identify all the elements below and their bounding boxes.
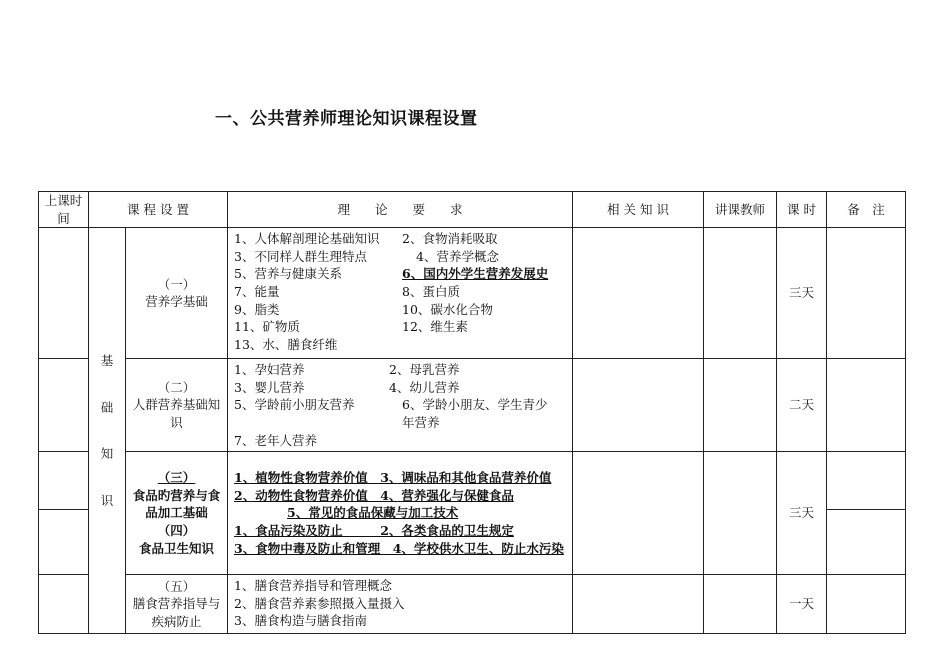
notes-cell xyxy=(827,510,906,575)
table-row xyxy=(39,452,906,510)
header-related: 相 关 知 识 xyxy=(573,192,704,228)
teacher-cell xyxy=(704,359,777,452)
category-char: 识 xyxy=(100,492,114,508)
req-item: 3、膳食构造与膳食指南 xyxy=(234,613,367,629)
related-cell xyxy=(573,452,704,575)
req-item: 1、孕妇营养 xyxy=(234,362,305,378)
related-cell xyxy=(573,228,704,359)
category-char: 础 xyxy=(100,399,114,415)
module-name-cell xyxy=(126,228,228,359)
notes-cell xyxy=(827,575,906,634)
module-name-cell xyxy=(126,575,228,634)
teacher-cell xyxy=(704,575,777,634)
header-notes: 备 注 xyxy=(827,192,906,228)
hours-cell: 二天 xyxy=(777,359,827,452)
req-item: 2、食物消耗吸取 xyxy=(402,231,498,247)
req-item: 8、蛋白质 xyxy=(402,283,460,299)
req-item: 3、婴儿营养 xyxy=(234,379,305,395)
category-char: 基 xyxy=(100,352,114,368)
req-item: 1、膳食营养指导和管理概念 xyxy=(234,578,392,594)
module-name: 人群营养基础知识 xyxy=(132,397,221,430)
req-item: 4、幼儿营养 xyxy=(389,379,460,395)
req-item: 10、碳水化合物 xyxy=(402,301,493,317)
time-cell xyxy=(39,510,89,575)
req-item-highlight: 2、动物性食物营养价值 4、营养强化与保健食品 xyxy=(234,487,514,503)
module-number: （一） xyxy=(157,276,196,292)
req-item: 13、水、膳食纤维 xyxy=(234,336,338,352)
req-item: 2、母乳营养 xyxy=(389,362,460,378)
module-number: （四） xyxy=(157,522,196,538)
module-number: （二） xyxy=(157,379,196,395)
hours-cell: 三天 xyxy=(777,228,827,359)
req-item: 5、营养与健康关系 xyxy=(234,266,342,282)
req-item: 12、维生素 xyxy=(402,319,468,335)
req-item-highlight: 1、植物性食物营养价值 3、调味品和其他食品营养价值 xyxy=(234,470,552,486)
requirement-cell xyxy=(228,359,573,452)
requirement-cell xyxy=(228,228,573,359)
req-item: 2、膳食营养素参照摄入量摄入 xyxy=(234,595,405,611)
hours-cell: 三天 xyxy=(777,452,827,575)
header-hours: 课 时 xyxy=(777,192,827,228)
table-row xyxy=(39,575,906,634)
module-name: 食品卫生知识 xyxy=(139,540,215,556)
requirement-cell xyxy=(228,575,573,634)
teacher-cell xyxy=(704,452,777,575)
req-item: 3、不同样人群生理特点 xyxy=(234,248,367,264)
module-name: 食品旳营养与食品加工基础 xyxy=(132,487,221,521)
module-name: 膳食营养指导与疾病防止 xyxy=(132,596,221,629)
req-item-highlight: 5、常见的食品保藏与加工技术 xyxy=(287,505,459,521)
hours-cell: 一天 xyxy=(777,575,827,634)
time-cell xyxy=(39,359,89,452)
req-item-highlight: 3、食物中毒及防止和管理 4、学校供水卫生、防止水污染 xyxy=(234,540,564,556)
module-number: （五） xyxy=(157,578,196,594)
time-cell xyxy=(39,452,89,510)
time-cell xyxy=(39,228,89,359)
table-row xyxy=(39,228,906,359)
req-item: 7、能量 xyxy=(234,283,280,299)
notes-cell xyxy=(827,452,906,510)
time-cell xyxy=(39,575,89,634)
table-row xyxy=(39,359,906,452)
header-time: 上课时间 xyxy=(39,192,89,228)
req-item-highlight: 6、国内外学生营养发展史 xyxy=(402,266,549,282)
header-teacher: 讲课教师 xyxy=(704,192,777,228)
page-title: 一、公共营养师理论知识课程设置 xyxy=(215,109,478,129)
category-cell xyxy=(89,228,126,634)
req-item: 4、营养学概念 xyxy=(416,248,499,264)
req-item: 9、脂类 xyxy=(234,301,280,317)
req-item-highlight: 1、食品污染及防止 2、各类食品的卫生规定 xyxy=(234,522,514,538)
category-char: 知 xyxy=(100,446,114,462)
related-cell xyxy=(573,575,704,634)
notes-cell xyxy=(827,228,906,359)
req-item: 11、矿物质 xyxy=(234,319,300,335)
header-requirement: 理 论 要 求 xyxy=(228,192,573,228)
req-item: 7、老年人营养 xyxy=(234,432,317,448)
notes-cell xyxy=(827,359,906,452)
teacher-cell xyxy=(704,228,777,359)
module-name-cell xyxy=(126,359,228,452)
table-header-row xyxy=(39,192,906,228)
module-number: （三） xyxy=(157,470,196,486)
req-item: 5、学龄前小朋友营养 xyxy=(234,397,355,413)
requirement-cell xyxy=(228,452,573,575)
module-name: 营养学基础 xyxy=(145,294,208,310)
module-name-cell xyxy=(126,452,228,575)
req-item: 1、人体解剖理论基础知识 xyxy=(234,231,380,247)
related-cell xyxy=(573,359,704,452)
course-table xyxy=(38,191,906,634)
header-course: 课 程 设 置 xyxy=(89,192,228,228)
req-item: 6、学龄小朋友、学生青少年营养 xyxy=(402,397,548,430)
